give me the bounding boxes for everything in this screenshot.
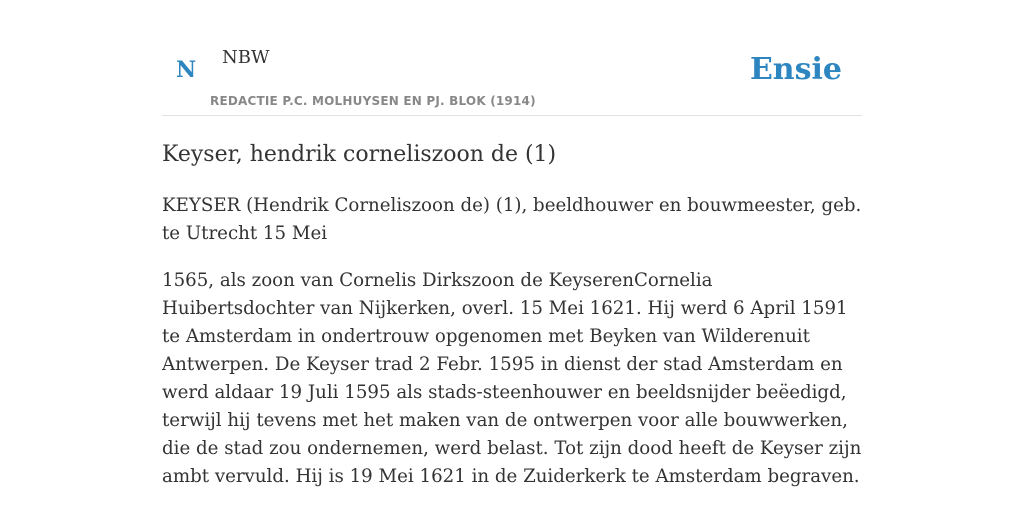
ensie-brand-link[interactable]: Ensie: [749, 52, 842, 87]
entry-paragraph: KEYSER (Hendrik Corneliszoon de) (1), beeldhouwer en bouwmeester, geb. te Utrecht 15 Mei: [162, 195, 862, 244]
source-header: [162, 0, 862, 116]
source-title[interactable]: NBW: [222, 47, 270, 68]
source-logo-icon[interactable]: N: [176, 57, 197, 83]
page-title: Keyser, hendrik corneliszoon de (1): [162, 142, 557, 167]
source-subtitle: REDACTIE P.C. MOLHUYSEN EN PJ. BLOK (1914): [210, 94, 536, 108]
entry-card: [162, 0, 862, 512]
entry-paragraph: 1565, als zoon van Cornelis Dirkszoon de KeyserenCornelia Huibertsdochter van Nijkerken, overl. 15 Mei 1621. Hij werd 6 April 1591 te Amsterdam in ondertrouw opgenomen met Beyken van Wilderenuit Antwerpen. De Keyser trad 2 Febr. 1595 in dienst der stad Amsterdam en werd aldaar 19 Juli 1595 als stads-steenhouwer en beeldsnijder beëedigd, terwijl hij tevens met het maken van de ontwerpen voor alle bouwwerken, die de stad zou ondernemen, werd belast. Tot zijn dood heeft de Keyser zijn ambt vervuld. Hij is 19 Mei 1621 in de Zuiderkerk te Amsterdam begraven.: [162, 270, 862, 487]
